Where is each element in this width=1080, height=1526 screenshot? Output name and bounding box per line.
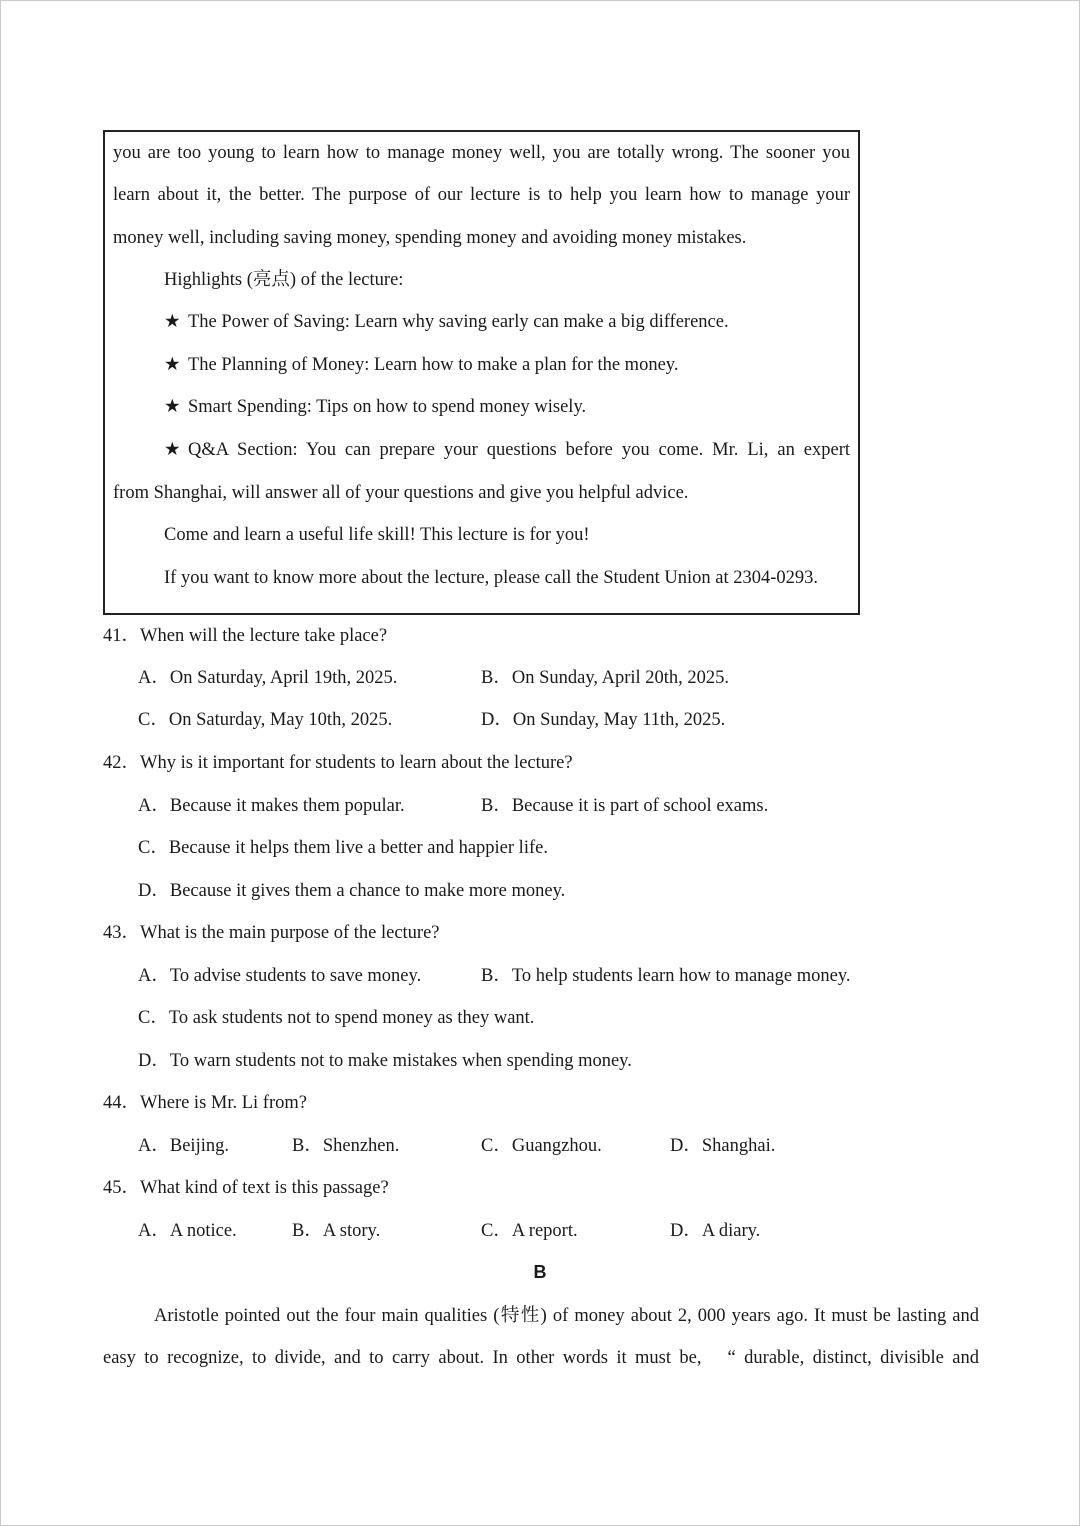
- question-text: Where is Mr. Li from?: [140, 1093, 307, 1113]
- option-42-c: [138, 837, 548, 859]
- option-label: C．: [138, 838, 169, 858]
- question-text: What is the main purpose of the lecture?: [140, 923, 440, 943]
- question-text: Why is it important for students to learn about the lecture?: [140, 753, 573, 773]
- option-41-c: [138, 709, 392, 731]
- option-43-c: [138, 1007, 534, 1029]
- option-42-a: [138, 795, 405, 817]
- highlight-text: Smart Spending: Tips on how to spend money wisely.: [188, 397, 587, 417]
- option-label: D．: [138, 881, 170, 901]
- highlight-item: [164, 396, 586, 418]
- notice-line-1: you are too young to learn how to manage money well, you are totally wrong. The sooner you: [113, 143, 850, 163]
- question-44: [103, 1092, 307, 1114]
- option-45-b: [292, 1220, 380, 1242]
- option-text: A notice.: [169, 1221, 237, 1241]
- option-41-b: [481, 667, 729, 689]
- option-text: Because it is part of school exams.: [511, 796, 769, 816]
- question-number: 44．: [103, 1093, 141, 1113]
- question-45: [103, 1177, 389, 1199]
- option-label: A．: [138, 1221, 170, 1241]
- option-43-b: [481, 965, 851, 987]
- closing-line-1: Come and learn a useful life skill! This lecture is for you!: [164, 525, 590, 545]
- option-label: B．: [481, 796, 512, 816]
- option-text: On Saturday, April 19th, 2025.: [169, 668, 398, 688]
- option-label: C．: [138, 710, 169, 730]
- option-label: D．: [481, 710, 513, 730]
- highlight-text: Q&A Section: You can prepare your questions before you come. Mr. Li, an expert: [188, 440, 850, 460]
- option-text: To advise students to save money.: [169, 966, 422, 986]
- star-icon: ★: [164, 397, 181, 417]
- option-label: B．: [292, 1136, 323, 1156]
- option-45-a: [138, 1220, 237, 1242]
- star-icon: ★: [164, 312, 181, 332]
- option-45-d: [670, 1220, 760, 1242]
- option-text: To help students learn how to manage money.: [511, 966, 851, 986]
- option-label: B．: [481, 668, 512, 688]
- question-41: [103, 625, 387, 647]
- highlight-continuation: from Shanghai, will answer all of your questions and give you helpful advice.: [113, 483, 689, 503]
- option-label: A．: [138, 1136, 170, 1156]
- option-text: A story.: [322, 1221, 381, 1241]
- star-icon: ★: [164, 440, 181, 460]
- option-text: To ask students not to spend money as they want.: [168, 1008, 535, 1028]
- question-number: 42．: [103, 753, 141, 773]
- option-label: C．: [138, 1008, 169, 1028]
- option-label: D．: [670, 1136, 702, 1156]
- option-label: C．: [481, 1136, 512, 1156]
- option-label: D．: [670, 1221, 702, 1241]
- option-label: C．: [481, 1221, 512, 1241]
- question-42: [103, 752, 573, 774]
- closing-line-2: If you want to know more about the lecture, please call the Student Union at 2304-0293.: [164, 568, 819, 588]
- option-43-d: [138, 1050, 632, 1072]
- option-label: A．: [138, 668, 170, 688]
- highlight-text: The Power of Saving: Learn why saving early can make a big difference.: [188, 312, 729, 332]
- option-text: Shenzhen.: [322, 1136, 400, 1156]
- option-label: A．: [138, 966, 170, 986]
- option-text: A diary.: [701, 1221, 761, 1241]
- option-text: A report.: [511, 1221, 578, 1241]
- option-44-a: [138, 1135, 229, 1157]
- question-text: When will the lecture take place?: [140, 626, 388, 646]
- highlights-title: Highlights (亮点) of the lecture:: [164, 270, 404, 290]
- option-41-a: [138, 667, 397, 689]
- question-number: 41．: [103, 626, 141, 646]
- option-text: On Sunday, May 11th, 2025.: [512, 710, 726, 730]
- option-text: To warn students not to make mistakes when spending money.: [169, 1051, 632, 1071]
- option-44-b: [292, 1135, 399, 1157]
- highlight-text: The Planning of Money: Learn how to make a plan for the money.: [188, 355, 679, 375]
- notice-line-2: learn about it, the better. The purpose of our lecture is to help you learn how to manage your: [113, 185, 850, 205]
- option-text: Shanghai.: [701, 1136, 776, 1156]
- option-42-d: [138, 880, 565, 902]
- passage-b-line-2: easy to recognize, to divide, and to carry about. In other words it must be, “ durable, distinct, divisible and: [103, 1348, 979, 1368]
- star-icon: ★: [164, 355, 181, 375]
- option-text: On Saturday, May 10th, 2025.: [168, 710, 393, 730]
- question-text: What kind of text is this passage?: [140, 1178, 389, 1198]
- option-44-d: [670, 1135, 775, 1157]
- highlight-item: [164, 354, 678, 376]
- question-number: 43．: [103, 923, 141, 943]
- option-text: Guangzhou.: [511, 1136, 602, 1156]
- notice-line-3: money well, including saving money, spending money and avoiding money mistakes.: [113, 228, 747, 248]
- option-label: B．: [292, 1221, 323, 1241]
- option-41-d: [481, 709, 725, 731]
- option-text: On Sunday, April 20th, 2025.: [511, 668, 730, 688]
- highlight-item: [164, 439, 850, 461]
- option-label: D．: [138, 1051, 170, 1071]
- option-text: Because it makes them popular.: [169, 796, 405, 816]
- option-label: B．: [481, 966, 512, 986]
- option-45-c: [481, 1220, 578, 1242]
- section-b-heading: B: [533, 1262, 547, 1282]
- option-43-a: [138, 965, 421, 987]
- option-text: Beijing.: [169, 1136, 229, 1156]
- option-text: Because it gives them a chance to make more money.: [169, 881, 566, 901]
- passage-b-line-1: Aristotle pointed out the four main qualities (特性) of money about 2, 000 years ago. It must be lasting and: [154, 1306, 979, 1326]
- question-number: 45．: [103, 1178, 141, 1198]
- option-label: A．: [138, 796, 170, 816]
- option-text: Because it helps them live a better and happier life.: [168, 838, 548, 858]
- option-44-c: [481, 1135, 602, 1157]
- option-42-b: [481, 795, 768, 817]
- highlight-item: [164, 311, 729, 333]
- question-43: [103, 922, 440, 944]
